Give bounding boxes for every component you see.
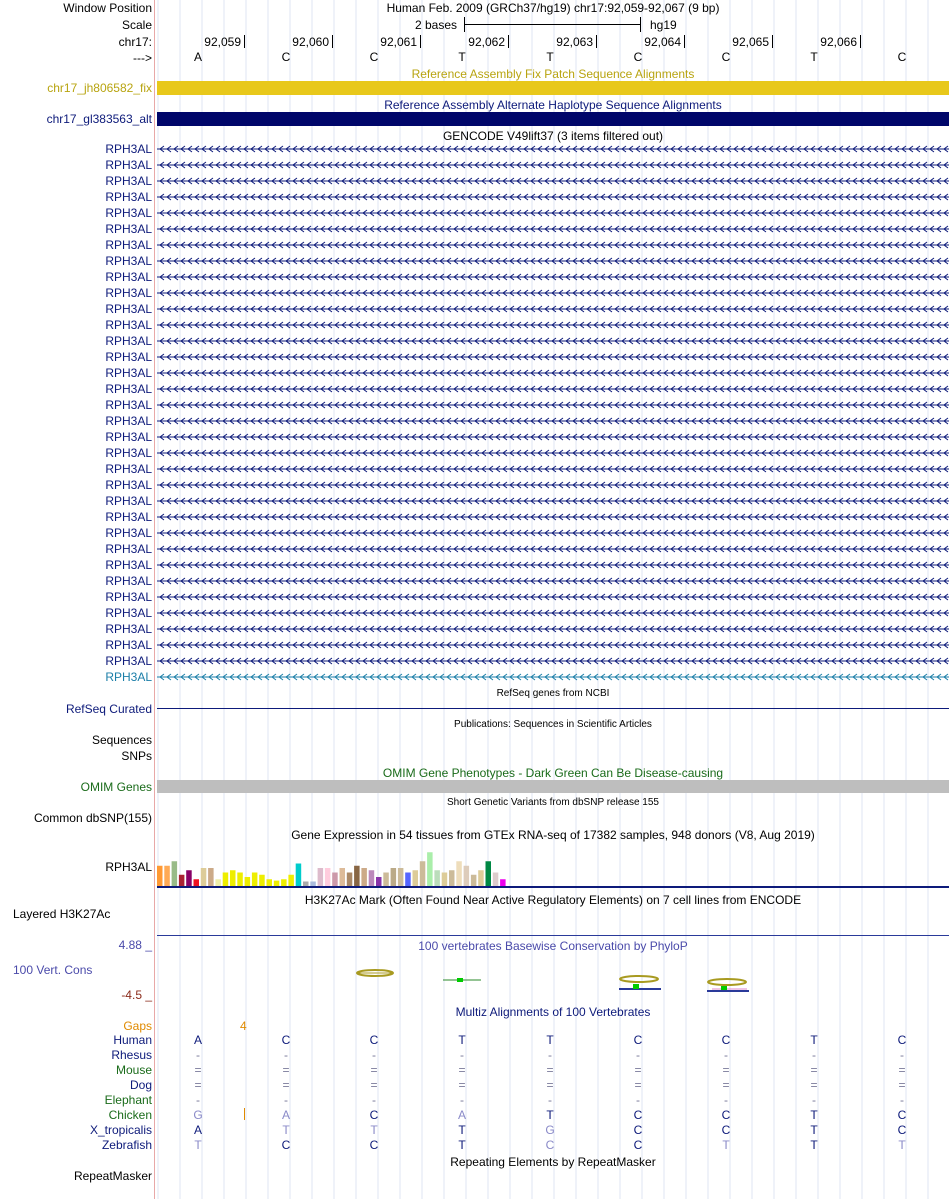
multiz-base-cell: G [193,1108,203,1122]
gtex-tissue-bar [456,861,462,886]
multiz-base-cell: T [810,1123,818,1137]
gtex-tissue-bar [391,868,397,886]
multiz-base-cell: A [193,1123,202,1137]
chicken-gap-marker [244,1108,245,1120]
gtex-tissue-bar [245,877,251,886]
refseq-track-label[interactable]: RefSeq Curated [65,702,152,716]
multiz-base-cell: A [457,1108,466,1122]
gencode-transcript-label[interactable]: RPH3AL [105,622,152,636]
gtex-tissue-bar [464,866,470,886]
gtex-tissue-bar [267,879,273,886]
gencode-transcript-label[interactable]: RPH3AL [105,654,152,668]
multiz-species-label[interactable]: Rhesus [111,1048,152,1062]
gtex-tissue-bar [500,879,506,886]
reference-base: T [546,50,554,64]
gtex-tissue-bar [478,870,484,886]
ruler-tick [596,35,597,48]
reference-base: A [193,50,202,64]
reference-base: C [897,50,907,64]
gtex-tissue-bar [186,870,192,886]
multiz-base-cell: T [458,1138,466,1152]
multiz-base-cell: C [369,1138,379,1152]
omim-title: OMIM Gene Phenotypes - Dark Green Can Be Disease-causing [382,766,724,780]
multiz-species-label[interactable]: Human [113,1033,152,1047]
multiz-base-cell: T [546,1033,554,1047]
ruler-position-label: 92,065 [732,35,769,49]
ruler-tick [420,35,421,48]
gencode-transcript-label[interactable]: RPH3AL [105,366,152,380]
gtex-tissue-bar [486,861,492,886]
multiz-base-cell: C [633,1108,643,1122]
gtex-tissue-bar [288,875,294,886]
ruler-position-label: 92,066 [820,35,857,49]
label-separator [154,0,155,1199]
gtex-tissue-bar [208,868,214,886]
alt-haplotype-bar[interactable] [157,112,949,126]
gtex-tissue-bar [420,861,426,886]
multiz-base-cell: T [810,1033,818,1047]
scale-label: Scale [121,18,152,32]
gencode-transcript-label[interactable]: RPH3AL [105,542,152,556]
multiz-base-cell: = [722,1063,730,1077]
gtex-tissue-bar [223,873,229,887]
reference-base: C [281,50,291,64]
window-position-label: Window Position [63,1,152,15]
multiz-base-cell: T [810,1138,818,1152]
gtex-tissue-bar [493,873,499,887]
multiz-base-cell: C [721,1123,731,1137]
ruler-position-label: 92,063 [556,35,593,49]
window-position-value: Human Feb. 2009 (GRCh37/hg19) chr17:92,059-92,067 (9 bp) [386,1,720,15]
gencode-transcript-label[interactable]: RPH3AL [105,606,152,620]
repeatmasker-title: Repeating Elements by RepeatMasker [450,1155,656,1169]
omim-track-label[interactable]: OMIM Genes [80,780,152,794]
gtex-tissue-bar [442,873,448,887]
gtex-tissue-bar [376,877,382,886]
multiz-base-cell: G [545,1123,555,1137]
multiz-base-cell: = [634,1078,642,1092]
gencode-transcript-label[interactable]: RPH3AL [105,494,152,508]
multiz-base-cell: = [458,1078,466,1092]
reference-base: C [721,50,731,64]
scale-value: 2 bases [415,18,458,32]
gtex-tissue-bar [354,866,360,886]
multiz-base-cell: T [458,1123,466,1137]
gtex-tissue-bar [252,873,258,887]
multiz-base-cell: A [193,1033,202,1047]
ruler-tick [508,35,509,48]
gencode-transcript-label[interactable]: RPH3AL [105,638,152,652]
multiz-species-label[interactable]: X_tropicalis [89,1123,152,1137]
ruler-position-label: 92,062 [468,35,505,49]
gencode-transcript-label[interactable]: RPH3AL [105,462,152,476]
sequences-track-label[interactable]: Sequences [91,733,152,747]
conservation-glyph [620,976,658,982]
gencode-transcript-label[interactable]: RPH3AL [105,414,152,428]
gtex-tissue-bar [434,870,440,886]
scale-bar [464,24,641,25]
gtex-tissue-bar [369,870,375,886]
multiz-base-cell: - [548,1048,552,1062]
multiz-base-cell: C [545,1138,555,1152]
gtex-tissue-bar [332,873,338,887]
reference-base: C [369,50,379,64]
gaps-value: 4 [240,1019,247,1033]
gencode-transcript-label[interactable]: RPH3AL [105,590,152,604]
multiz-base-cell: = [194,1063,202,1077]
multiz-base-cell: = [370,1063,378,1077]
multiz-base-cell: = [810,1063,818,1077]
publications-title: Publications: Sequences in Scientific Articles [454,719,652,730]
dbsnp-track-label[interactable]: Common dbSNP(155) [33,811,152,825]
multiz-base-cell: C [633,1123,643,1137]
multiz-base-cell: = [634,1063,642,1077]
multiz-base-cell: - [372,1048,376,1062]
multiz-base-cell: - [284,1048,288,1062]
reference-base: T [458,50,466,64]
multiz-base-cell: C [897,1033,907,1047]
gtex-tissue-bar [172,861,178,886]
gencode-title: GENCODE V49lift37 (3 items filtered out) [442,129,664,143]
omim-bar[interactable] [157,780,949,793]
multiz-base-cell: T [458,1033,466,1047]
gencode-transcript-label[interactable]: RPH3AL [105,270,152,284]
gtex-tissue-bar [427,852,433,886]
conservation-min-label: -4.5 _ [121,988,152,1002]
multiz-base-cell: C [721,1033,731,1047]
gtex-tissue-bar [194,879,200,886]
multiz-base-cell: C [721,1108,731,1122]
scale-bar-right-tick [640,17,641,32]
reference-base: C [633,50,643,64]
multiz-base-cell: T [282,1123,290,1137]
multiz-base-cell: - [196,1093,200,1107]
multiz-base-cell: C [369,1108,379,1122]
multiz-base-cell: = [898,1078,906,1092]
conservation-glyph [633,984,639,989]
multiz-species-label[interactable]: Zebrafish [101,1138,152,1152]
gencode-transcripts[interactable] [157,141,949,685]
gtex-tissue-bar [157,866,163,886]
alt-haplotype-track-label[interactable]: chr17_gl383563_alt [46,112,152,126]
scale-bar-left-tick [464,17,465,32]
ruler-position-label: 92,059 [204,35,241,49]
multiz-base-cell: C [633,1033,643,1047]
multiz-base-cell: T [722,1138,730,1152]
multiz-base-cell: = [810,1078,818,1092]
multiz-base-cell: - [460,1048,464,1062]
gtex-title: Gene Expression in 54 tissues from GTEx RNA-seq of 17382 samples, 948 donors (V8, Aug 2019) [291,828,815,842]
multiz-species-label[interactable]: Chicken [108,1108,152,1122]
gencode-transcript-label[interactable]: RPH3AL [105,334,152,348]
multiz-base-cell: - [812,1048,816,1062]
refseq-title: RefSeq genes from NCBI [496,688,610,699]
gencode-transcript-label[interactable]: RPH3AL [105,558,152,572]
ruler-tick [772,35,773,48]
multiz-base-cell: T [194,1138,202,1152]
multiz-base-cell: = [458,1063,466,1077]
gencode-transcript-label[interactable]: RPH3AL [105,526,152,540]
ruler-tick [244,35,245,48]
gtex-tissue-bar [259,875,265,886]
multiz-base-cell: = [370,1078,378,1092]
gtex-tissue-bar [413,870,419,886]
multiz-base-cell: = [282,1063,290,1077]
ruler-position-label: 92,064 [644,35,681,49]
gencode-transcript-label[interactable]: RPH3AL [105,286,152,300]
ruler-tick [684,35,685,48]
multiz-base-cell: T [898,1138,906,1152]
ruler-position-label: 92,061 [380,35,417,49]
conservation-max-label: 4.88 _ [118,938,152,952]
h3k27ac-title: H3K27Ac Mark (Often Found Near Active Regulatory Elements) on 7 cell lines from ENCODE [304,893,802,907]
multiz-base-cell: - [812,1093,816,1107]
gtex-tissue-bar [347,873,353,887]
gtex-tissue-bar [164,866,170,886]
gencode-transcript-label[interactable]: RPH3AL [105,382,152,396]
ruler-tick [860,35,861,48]
multiz-base-cell: - [724,1093,728,1107]
gtex-baseline [157,886,949,888]
conservation-title: 100 vertebrates Basewise Conservation by PhyloP [418,939,688,953]
gencode-transcript-label[interactable]: RPH3AL [105,510,152,524]
multiz-base-cell: C [281,1138,291,1152]
conservation-track-label[interactable]: 100 Vert. Cons [13,963,93,977]
gtex-tissue-bar [281,879,287,886]
chrom-label: chr17: [118,35,152,49]
gtex-tissue-bar [201,868,207,886]
fix-patch-title: Reference Assembly Fix Patch Sequence Alignments [411,67,695,81]
multiz-base-cell: C [281,1033,291,1047]
gencode-transcript-label[interactable]: RPH3AL [105,478,152,492]
conservation-glyph [708,979,746,985]
multiz-base-cell: = [194,1078,202,1092]
gaps-label[interactable]: Gaps [123,1019,152,1033]
alt-haplotype-title: Reference Assembly Alternate Haplotype Sequence Alignments [384,98,722,112]
gencode-transcript-label[interactable]: RPH3AL [105,222,152,236]
gencode-transcript-label[interactable]: RPH3AL [105,302,152,316]
fix-patch-track-label[interactable]: chr17_jh806582_fix [47,81,152,95]
gtex-track-label[interactable]: RPH3AL [105,860,152,874]
multiz-base-cell: = [898,1063,906,1077]
fix-patch-bar[interactable] [157,81,949,95]
multiz-base-cell: = [722,1078,730,1092]
multiz-base-cell: - [284,1093,288,1107]
h3k27ac-line [157,935,949,936]
multiz-base-cell: C [633,1138,643,1152]
reference-base: T [810,50,818,64]
conservation-glyph [457,978,463,982]
multiz-base-cell: T [810,1108,818,1122]
multiz-base-cell: C [897,1123,907,1137]
multiz-base-cell: - [900,1048,904,1062]
multiz-base-cell: - [636,1093,640,1107]
scale-assembly: hg19 [650,18,677,32]
gtex-tissue-bar [230,870,236,886]
gencode-transcript-label[interactable]: RPH3AL [105,350,152,364]
gencode-transcript-label[interactable]: RPH3AL [105,574,152,588]
gencode-transcript-label[interactable]: RPH3AL [105,318,152,332]
gtex-tissue-bar [383,873,389,887]
multiz-base-cell: - [636,1048,640,1062]
gtex-tissue-bar [296,864,302,887]
multiz-base-cell: = [282,1078,290,1092]
dbsnp-title: Short Genetic Variants from dbSNP release 155 [447,797,659,808]
gtex-tissue-bar [398,868,404,886]
multiz-species-label[interactable]: Elephant [104,1093,152,1107]
gtex-tissue-bar [471,875,477,886]
multiz-base-cell: T [370,1123,378,1137]
gencode-transcript-label[interactable]: RPH3AL [105,158,152,172]
multiz-base-cell: = [546,1063,554,1077]
multiz-base-cell: - [900,1093,904,1107]
multiz-base-cell: - [548,1093,552,1107]
multiz-base-cell: T [546,1108,554,1122]
snps-track-label[interactable]: SNPs [121,749,152,763]
gtex-tissue-bar [405,873,411,887]
multiz-base-cell: = [546,1078,554,1092]
gencode-transcript-label[interactable]: RPH3AL [105,254,152,268]
multiz-base-cell: C [369,1033,379,1047]
repeatmasker-track-label[interactable]: RepeatMasker [73,1169,152,1183]
gtex-tissue-bar [325,868,331,886]
multiz-base-cell: A [281,1108,290,1122]
gtex-tissue-bar [449,870,455,886]
strand-arrow-label: ---> [133,51,152,65]
conservation-plot[interactable] [157,962,949,998]
gtex-tissue-bar [361,868,367,886]
conservation-glyph [721,986,727,990]
multiz-base-cell: - [724,1048,728,1062]
multiz-base-cell: C [897,1108,907,1122]
multiz-base-cell: - [460,1093,464,1107]
multiz-species-label[interactable]: Mouse [115,1063,152,1077]
gtex-tissue-bar [318,868,324,886]
multiz-title: Multiz Alignments of 100 Vertebrates [455,1005,651,1019]
gtex-tissue-bar [237,873,243,887]
ruler-tick [332,35,333,48]
gencode-transcript-label[interactable]: RPH3AL [105,398,152,412]
multiz-species-label[interactable]: Dog [129,1078,152,1092]
gencode-transcript-label[interactable]: RPH3AL [105,142,152,156]
multiz-base-cell: - [196,1048,200,1062]
multiz-base-cell: - [372,1093,376,1107]
gencode-transcript-label[interactable]: RPH3AL [105,174,152,188]
gencode-transcript-label[interactable]: RPH3AL [105,206,152,220]
gtex-tissue-bar [179,875,185,886]
h3k27ac-track-label[interactable]: Layered H3K27Ac [13,907,111,921]
gencode-transcript-label[interactable]: RPH3AL [105,430,152,444]
gencode-transcript-label[interactable]: RPH3AL [105,446,152,460]
gtex-bar-chart[interactable] [157,841,537,887]
gtex-tissue-bar [215,879,221,886]
ruler-position-label: 92,060 [292,35,329,49]
refseq-gene-line[interactable] [157,708,949,709]
gencode-transcript-label[interactable]: RPH3AL [105,190,152,204]
gtex-tissue-bar [340,868,346,886]
gencode-transcript-label[interactable]: RPH3AL [105,670,152,684]
gencode-transcript-label[interactable]: RPH3AL [105,238,152,252]
